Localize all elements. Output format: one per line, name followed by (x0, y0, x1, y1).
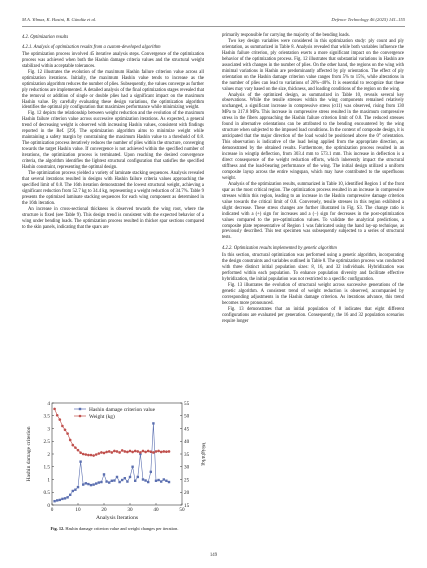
series-point-2 (160, 451, 163, 454)
series-point-1 (64, 497, 66, 499)
series-point-1 (165, 480, 167, 482)
y-left-tick-label: 1 (47, 477, 50, 484)
y-right-axis-title: Weight/kg (200, 442, 206, 466)
hashin-weight-chart (22, 397, 207, 525)
y-right-tick-label: 35 (184, 451, 190, 458)
y-left-tick-label: 0 (47, 502, 50, 509)
y-left-tick-label: 0.5 (43, 490, 50, 497)
y-left-axis-title: Hashin damage criterion (26, 426, 32, 482)
series-point-1 (142, 478, 144, 480)
series-point-1 (103, 473, 105, 475)
series-point-2 (108, 450, 111, 453)
legend-swatch-marker (79, 408, 81, 410)
series-point-2 (98, 452, 101, 455)
y-right-tick-label: 50 (184, 413, 190, 420)
series-point-1 (126, 480, 128, 482)
series-point-2 (131, 451, 134, 454)
series-point-2 (59, 418, 62, 421)
series-point-1 (90, 484, 92, 486)
series-point-2 (53, 408, 56, 411)
figure-caption-text: Hashin damage criterion value and weight changes per iteration. (64, 526, 179, 531)
series-point-1 (100, 481, 102, 483)
series-point-1 (163, 478, 165, 480)
series-point-2 (85, 453, 88, 456)
series-point-2 (134, 450, 137, 453)
series-point-1 (150, 471, 152, 473)
y-left-tick-label: 1.5 (43, 464, 50, 471)
series-point-1 (95, 482, 97, 484)
paragraph: Fig. 12 depicts the relationship between weight reduction and the evolution of the maximum Hashin failure criterion value across successive optimization iterations. As expected, a general trend of decreasing weight is observed with increasing Hashin values, consistent with findings reported in the Ref. [29]. The optimization algorithm aims to minimize weight while maintaining a safety margin by constraining the maximum Hashin value to a threshold of 0.8. The optimization process iteratively reduces the number of plies within the structure, converging towards the target Hashin value. If convergence is not achieved within the specified number of iterations, the optimization process is terminated. Upon reaching the desired convergence criteria, the algorithm identifies the lightest structural configuration that satisfies the specified Hashin constraint, representing the optimal design. (22, 111, 204, 171)
series-point-2 (66, 432, 69, 435)
series-point-1 (160, 480, 162, 482)
series-point-2 (129, 450, 132, 453)
paragraph: The optimization process yielded a variety of laminate stacking sequences. Analysis revealed that several iterations resulted in designs with Hashin failure criteria values approaching the specified limit of 0.8. The 16th iteration demonstrated the lowest structural weight, achieving a significant reduction from 52.7 kg to 34.4 kg, representing a weight reduction of 34.7%. Table 9 presents the optimized laminate stacking sequences for each wing component as determined in the 16th iteration. (22, 170, 204, 206)
series-point-2 (72, 444, 75, 447)
series-point-1 (82, 483, 84, 485)
series-point-1 (77, 486, 79, 488)
paragraph: Fig. 13 illustrates the evolution of structural weight across successive generations of the genetic algorithm. A consistent trend of weight reduction is observed, accompanied by corresponding adjustments in the Hashin damage criterion. As iterations advance, this trend becomes more pronounced. (222, 283, 404, 306)
series-point-2 (82, 453, 85, 456)
header-divider (22, 26, 405, 27)
series-point-2 (157, 450, 160, 453)
series-point-1 (155, 480, 157, 482)
x-tick-label: 10 (75, 507, 81, 513)
subsection-heading: 4.2.1. Analysis of optimization results from a custom-developed algorithm (22, 44, 161, 50)
series-point-1 (53, 500, 55, 502)
figure-caption-label: Fig. 12. (50, 526, 65, 531)
legend-label: Weight (kg) (89, 413, 115, 420)
series-point-1 (144, 479, 146, 481)
series-point-1 (79, 460, 81, 462)
series-point-2 (113, 450, 116, 453)
series-point-2 (74, 446, 77, 449)
plot-frame (52, 403, 182, 505)
series-point-2 (124, 450, 127, 453)
paragraph: The optimization process involved 45 iterative analysis steps. Convergence of the optimization process was achieved when both the Hashin damage criteria values and the structural weight stabilized within acceptable tolerances. (22, 51, 204, 69)
series-point-2 (137, 450, 140, 453)
series-point-1 (131, 466, 133, 468)
series-point-1 (72, 490, 74, 492)
section-heading: 4.2. Optimization results (22, 35, 69, 40)
y-left-tick-label: 4 (47, 400, 50, 407)
figure-12 (22, 397, 207, 525)
legend-swatch-marker (79, 415, 82, 418)
paragraph: Analysis of the optimization results, summarized in Table 10, identified Region 1 of the front spar as the most critical region. The optimization process resulted in an increase in compressive stresses within this region, leading to an increase in the Hashin compressive damage criterion value towards the critical limit of 0.8. Conversely, tensile stresses in this region exhibited a slight decrease. These stress changes are further illustrated in Fig. S3. The change ratio is indicated with a (+) sign for increases and a (−) sign for decreases in the post-optimization values compared to the pre-optimization values. To validate the analytical predictions, a composite plate representative of Region 1 was fabricated using the hand lay-up technique, as previously described. This test specimen was subsequently subjected to a series of structural tests. (222, 181, 404, 241)
series-point-1 (61, 498, 63, 500)
series-point-2 (139, 451, 142, 454)
series-point-2 (77, 449, 80, 452)
series-point-2 (61, 425, 64, 428)
series-point-2 (69, 439, 72, 442)
paragraph: Two key design variables were considered in this optimization study: ply count and ply orientation, as summarized in Table 8. Analysis revealed that while both variables influence the Hashin failure criterion, ply orientation exerts a more significant impact on the convergence behavior of the optimization process. Fig. 12 illustrates that substantial variations in Hashin are associated with changes in the number of plies. On the other hand, the regions on the wing with minimal variations in Hashin are predominantly affected by ply orientation. The effect of ply orientation on the Hashin damage criterion value ranges from 5% to 15%, while alterations in the number of plies can lead to variations of 20%–40%. It is essential to recognize that these values may vary based on the size, thickness, and loading conditions of the region on the wing. (222, 38, 404, 92)
series-point-1 (56, 499, 58, 501)
y-right-tick-label: 55 (184, 400, 190, 407)
series-point-1 (98, 481, 100, 483)
x-tick-label: 30 (127, 507, 133, 513)
series-point-1 (74, 489, 76, 491)
y-left-tick-label: 2.5 (43, 439, 50, 446)
series-point-1 (152, 422, 154, 424)
x-axis-title: Analysis Iterations (95, 515, 139, 521)
series-point-1 (157, 479, 159, 481)
right-column (222, 33, 404, 325)
series-point-2 (118, 451, 121, 454)
series-point-2 (87, 454, 90, 457)
left-column (22, 33, 204, 231)
series-point-2 (142, 450, 145, 453)
y-right-tick-label: 25 (184, 477, 190, 484)
series-point-2 (116, 450, 119, 453)
series-point-1 (147, 481, 149, 483)
series-point-1 (85, 482, 87, 484)
series-point-2 (165, 450, 168, 453)
series-point-2 (147, 450, 150, 453)
series-point-2 (103, 452, 106, 455)
series-point-1 (134, 480, 136, 482)
running-header-journal: Defence Technology 46 (2025) 141–155 (331, 17, 405, 22)
series-point-1 (105, 480, 107, 482)
series-point-2 (56, 414, 59, 417)
series-point-2 (79, 451, 82, 454)
page-number: 149 (209, 553, 218, 558)
series-point-1 (59, 499, 61, 501)
paragraph: In this section, structural optimization was performed using a genetic algorithm, incorporating the design constraints and variables outlined in Table 8. The optimization process was conducted with three distinct initial population sizes: 8, 16, and 32 individuals. Hybridization was performed within each population. To enhance population diversity and facilitate effective hybridization, the initial population was not restricted to a specific configuration. (222, 253, 404, 283)
subsection-heading: 4.2.2. Optimization results implemented by genetic algorithm (222, 246, 337, 252)
series-point-1 (113, 479, 115, 481)
series-point-1 (108, 481, 110, 483)
y-left-tick-label: 2 (47, 451, 50, 458)
series-point-1 (111, 480, 113, 482)
series-point-1 (118, 481, 120, 483)
y-right-tick-label: 30 (184, 464, 190, 471)
y-right-tick-label: 40 (184, 439, 190, 446)
series-point-1 (116, 476, 118, 478)
series-point-2 (144, 451, 147, 454)
running-header-authors: M.A. Yilmaz, K. Hasini, B. Gündüz et al. (22, 17, 97, 22)
y-right-tick-label: 45 (184, 426, 190, 433)
legend-label: Hashin damage criterion value (89, 406, 156, 413)
figure-caption (22, 526, 207, 531)
series-point-2 (90, 454, 93, 457)
series-point-1 (87, 483, 89, 485)
y-right-tick-label: 15 (184, 502, 190, 509)
paragraph: primarily responsible for carrying the majority of the bending loads. (222, 33, 350, 38)
x-tick-label: 20 (101, 507, 107, 513)
x-tick-label: 0 (50, 507, 54, 513)
y-right-tick-label: 20 (184, 490, 190, 497)
series-point-1 (121, 479, 123, 481)
x-tick-label: 40 (153, 507, 159, 513)
series-point-2 (168, 450, 171, 453)
series-point-2 (92, 454, 95, 457)
series-point-2 (163, 450, 166, 453)
series-point-2 (95, 453, 98, 456)
series-point-1 (168, 481, 170, 483)
series-point-2 (150, 450, 153, 453)
series-point-1 (137, 476, 139, 478)
series-point-2 (64, 428, 67, 431)
series-point-1 (92, 483, 94, 485)
series-point-1 (129, 476, 131, 478)
series-point-1 (66, 496, 68, 498)
series-point-2 (100, 451, 103, 454)
series-point-2 (121, 449, 124, 452)
series-line-1 (55, 423, 169, 501)
series-point-2 (155, 450, 158, 453)
y-left-tick-label: 3 (47, 426, 50, 433)
series-point-1 (69, 494, 71, 496)
x-tick-label: 50 (179, 507, 185, 513)
series-point-1 (124, 477, 126, 479)
series-point-2 (126, 451, 129, 454)
series-point-2 (105, 451, 108, 454)
paragraph: An increase in cross-sectional thickness is observed towards the wing root, where the structure is fixed (see Table 9). This design trend is consistent with the expected behavior of a wing under bending loads. The optimization process resulted in thicker spar sections compared to the skin panels, indicating that the spars are (22, 206, 204, 230)
series-point-2 (152, 451, 155, 454)
paragraph: Fig. 12 illustrates the evolution of the maximum Hashin failure criterion value across all optimization iterations. Initially, the maximum Hashin value tends to increase as the optimization algorithm reduces the number of plies. Subsequently, the values converge as further ply reductions are implemented. A detailed analysis of the final optimization stages revealed that the removal or addition of single or double plies had a significant impact on the maximum Hashin value. By carefully evaluating these design variations, the optimization algorithm identifies the optimal ply configuration that maximizes performance while minimizing weight. (22, 69, 204, 111)
y-left-tick-label: 3.5 (43, 413, 50, 420)
paragraph: Fig. 13 demonstrates that an initial population of 8 indicates that eight different configurations are evaluated per generation. Consequently, the 16 and 32 population scenarios require longer (222, 306, 404, 324)
paragraph: Analysis of the optimized design, as summarized in Table 10, reveals several key observations. While the tensile stresses within the wing components remained relatively unchanged, a significant increase in compressive stress (σ11) was observed, rising from 130 MPa to 317.8 MPa. This increase in compressive stress resulted in the maximum compressive stress in the fibers approaching the Hashin failure criterion limit of 0.8. The reduced stresses found in alternative orientations can be attributed to the bending encountered by the wing structure when subjected to the imposed load conditions. In the context of composite design, it is anticipated that the major direction of the load would be positioned above the 0° orientation. This observation is indicative of the load being applied from the appropriate direction, as demonstrated by the obtained results. Furthermore, the optimization process resulted in an increase in wingtip deflection, from 303.4 mm to 573.1 mm. This increase in deflection is a direct consequence of the weight reduction efforts, which inherently impact the structural stiffness and the load-bearing performance of the wing. The initial design utilized a uniform composite layup across the entire wingspan, which may have contributed to the superfluous weight. (222, 92, 404, 181)
series-point-2 (111, 451, 114, 454)
